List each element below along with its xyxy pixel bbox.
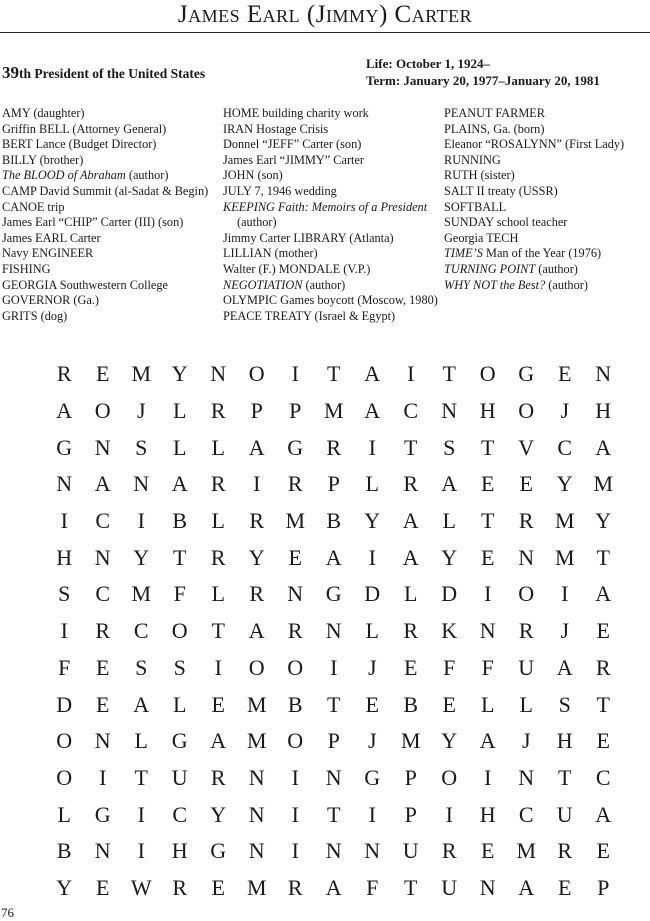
grid-letter[interactable]: O — [171, 618, 188, 644]
grid-letter[interactable]: A — [402, 544, 419, 570]
word-list-entry: OLYMPIC Games boycott (Moscow, 1980) — [223, 293, 438, 308]
grid-letter[interactable]: R — [287, 471, 303, 497]
grid-letter[interactable]: O — [56, 764, 73, 790]
grid-letter[interactable]: C — [595, 764, 611, 790]
grid-letter[interactable]: R — [210, 544, 226, 570]
grid-letter[interactable]: R — [210, 398, 226, 424]
page-title: James Earl (Jimmy) Carter — [177, 1, 473, 28]
grid-letter[interactable]: R — [249, 581, 265, 607]
grid-letter[interactable]: F — [481, 654, 494, 680]
grid-letter[interactable]: E — [519, 471, 533, 497]
grid-letter[interactable]: M — [400, 728, 421, 754]
grid-letter[interactable]: Y — [133, 544, 150, 570]
grid-letter[interactable]: L — [211, 508, 225, 534]
word-list-column-3 — [444, 106, 650, 293]
word-list-entry: RUNNING — [444, 152, 501, 167]
word-list-entry: GRITS (dog) — [2, 308, 68, 323]
grid-letter[interactable]: D — [441, 581, 458, 607]
grid-letter[interactable]: N — [518, 544, 535, 570]
grid-letter[interactable]: R — [403, 618, 419, 644]
grid-letter[interactable]: E — [481, 471, 495, 497]
grid-letter[interactable]: N — [364, 838, 381, 864]
grid-letter[interactable]: I — [291, 838, 299, 864]
grid-letter[interactable]: B — [326, 508, 342, 534]
grid-letter[interactable]: I — [137, 508, 145, 534]
grid-letter[interactable]: A — [402, 508, 419, 534]
grid-letter[interactable]: Y — [210, 801, 227, 827]
grid-letter[interactable]: R — [518, 618, 534, 644]
grid-letter[interactable]: A — [595, 801, 612, 827]
grid-letter[interactable]: B — [56, 838, 72, 864]
grid-letter[interactable]: N — [133, 471, 150, 497]
grid-letter[interactable]: M — [593, 471, 614, 497]
word-list-entry: The BLOOD of Abraham (author) — [2, 168, 169, 183]
grid-letter[interactable]: Y — [248, 544, 265, 570]
grid-letter[interactable]: T — [442, 361, 456, 387]
grid-letter[interactable]: L — [442, 508, 456, 534]
grid-letter[interactable]: T — [327, 361, 341, 387]
word-list-entry: James Earl “CHIP” Carter (III) (son) — [2, 215, 184, 230]
grid-letter[interactable]: P — [327, 471, 340, 497]
grid-letter[interactable]: I — [99, 764, 107, 790]
word-search-grid — [45, 356, 623, 906]
grid-letter[interactable]: T — [211, 618, 225, 644]
grid-letter[interactable]: E — [96, 691, 110, 717]
grid-letter[interactable]: S — [558, 691, 571, 717]
grid-letter[interactable]: M — [516, 838, 537, 864]
grid-letter[interactable]: J — [136, 398, 146, 424]
grid-letter[interactable]: I — [368, 801, 376, 827]
grid-letter[interactable]: F — [443, 654, 456, 680]
grid-letter[interactable]: G — [325, 581, 342, 607]
grid-letter[interactable]: T — [404, 434, 418, 460]
grid-letter[interactable]: W — [130, 874, 152, 900]
grid-letter[interactable]: L — [404, 581, 418, 607]
grid-letter[interactable]: E — [558, 874, 572, 900]
grid-letter[interactable]: O — [56, 728, 73, 754]
grid-letter[interactable]: A — [518, 874, 535, 900]
grid-letter[interactable]: O — [248, 654, 265, 680]
grid-letter[interactable]: J — [560, 618, 570, 644]
word-list-entry: GOVERNOR (Ga.) — [2, 293, 99, 308]
grid-letter[interactable]: M — [323, 398, 344, 424]
grid-letter[interactable]: P — [597, 874, 610, 900]
grid-letter[interactable]: I — [214, 654, 222, 680]
grid-letter[interactable]: Y — [56, 874, 73, 900]
grid-letter[interactable]: A — [364, 361, 381, 387]
grid-letter[interactable]: P — [404, 801, 417, 827]
grid-letter[interactable]: E — [558, 361, 572, 387]
grid-letter[interactable]: N — [210, 361, 227, 387]
grid-letter[interactable]: A — [595, 434, 612, 460]
grid-letter[interactable]: N — [248, 764, 265, 790]
word-list-entry: BILLY (brother) — [2, 152, 84, 167]
word-list-entry: FISHING — [2, 261, 51, 276]
grid-letter[interactable]: U — [556, 801, 573, 827]
word-list-entry: Navy ENGINEER — [2, 246, 94, 261]
word-list-entry: CAMP David Summit (al-Sadat & Begin) — [2, 183, 209, 198]
grid-letter[interactable]: C — [557, 434, 573, 460]
word-list-column-1 — [2, 106, 217, 324]
word-list-entry: Walter (F.) MONDALE (V.P.) — [223, 261, 371, 276]
grid-letter[interactable]: R — [403, 471, 419, 497]
grid-letter[interactable]: L — [173, 691, 187, 717]
grid-letter[interactable]: P — [404, 764, 417, 790]
word-list-entry: IRAN Hostage Crisis — [223, 121, 329, 136]
grid-letter[interactable]: T — [327, 801, 341, 827]
grid-letter[interactable]: A — [248, 618, 265, 644]
grid-letter[interactable]: T — [558, 764, 572, 790]
grid-letter[interactable]: I — [137, 801, 145, 827]
grid-letter[interactable]: I — [291, 361, 299, 387]
grid-letter[interactable]: G — [518, 361, 535, 387]
word-list-entry: Jimmy Carter LIBRARY (Atlanta) — [223, 230, 394, 245]
grid-letter[interactable]: P — [250, 398, 263, 424]
grid-letter[interactable]: M — [246, 691, 267, 717]
grid-letter[interactable]: T — [327, 691, 341, 717]
grid-letter[interactable]: Y — [595, 508, 612, 534]
grid-letter[interactable]: U — [518, 654, 535, 680]
grid-letter[interactable]: G — [171, 728, 188, 754]
grid-letter[interactable]: H — [56, 544, 73, 570]
grid-letter[interactable]: R — [287, 618, 303, 644]
grid-letter[interactable]: M — [246, 728, 267, 754]
word-list-entry: TIME’S Man of the Year (1976) — [444, 246, 602, 261]
grid-letter[interactable]: F — [366, 874, 379, 900]
grid-letter[interactable]: E — [481, 544, 495, 570]
grid-letter[interactable]: N — [518, 764, 535, 790]
grid-letter[interactable]: L — [211, 581, 225, 607]
grid-letter[interactable]: G — [56, 434, 73, 460]
grid-letter[interactable]: N — [441, 398, 458, 424]
grid-letter[interactable]: N — [479, 874, 496, 900]
word-list-column-2 — [223, 106, 443, 324]
grid-letter[interactable]: H — [171, 838, 188, 864]
grid-letter[interactable]: I — [368, 434, 376, 460]
grid-letter[interactable]: N — [325, 838, 342, 864]
grid-letter[interactable]: R — [441, 838, 457, 864]
grid-letter[interactable]: O — [248, 361, 265, 387]
grid-letter[interactable]: J — [367, 728, 377, 754]
grid-letter[interactable]: M — [131, 581, 152, 607]
grid-letter[interactable]: P — [327, 728, 340, 754]
grid-letter[interactable]: I — [368, 544, 376, 570]
grid-letter[interactable]: L — [211, 434, 225, 460]
word-list-entry: NEGOTIATION (author) — [223, 277, 346, 292]
grid-letter[interactable]: E — [96, 654, 110, 680]
grid-letter[interactable]: Y — [171, 361, 188, 387]
grid-letter[interactable]: R — [595, 654, 611, 680]
grid-letter[interactable]: I — [445, 801, 453, 827]
grid-letter[interactable]: N — [595, 361, 612, 387]
grid-letter[interactable]: A — [248, 434, 265, 460]
word-list-entry: SOFTBALL — [444, 199, 507, 214]
grid-letter[interactable]: T — [481, 434, 495, 460]
grid-letter[interactable]: R — [172, 874, 188, 900]
grid-letter[interactable]: N — [94, 838, 111, 864]
grid-letter[interactable]: O — [518, 398, 535, 424]
grid-letter[interactable]: I — [60, 508, 68, 534]
grid-letter[interactable]: L — [173, 398, 187, 424]
grid-letter[interactable]: T — [404, 874, 418, 900]
grid-letter[interactable]: G — [364, 764, 381, 790]
grid-letter[interactable]: E — [404, 654, 418, 680]
grid-letter[interactable]: Y — [441, 544, 458, 570]
page-number: 76 — [1, 905, 14, 920]
grid-letter[interactable]: E — [481, 838, 495, 864]
grid-letter[interactable]: I — [291, 764, 299, 790]
grid-letter[interactable]: R — [557, 838, 573, 864]
word-list-entry: AMY (daughter) — [2, 106, 85, 120]
grid-letter[interactable]: R — [326, 434, 342, 460]
grid-letter[interactable]: C — [95, 508, 111, 534]
grid-letter[interactable]: N — [94, 434, 111, 460]
grid-letter[interactable]: E — [442, 691, 456, 717]
term-dates: Term: January 20, 1977–January 20, 1981 — [366, 73, 600, 88]
grid-letter[interactable]: C — [518, 801, 534, 827]
grid-letter[interactable]: Y — [364, 508, 381, 534]
word-list-entry: TURNING POINT (author) — [444, 261, 578, 276]
ordinal-text: President of the United States — [34, 66, 206, 81]
grid-letter[interactable]: I — [137, 838, 145, 864]
title-divider — [0, 32, 650, 33]
word-list-entry: HOME building charity work — [223, 106, 369, 120]
grid-letter[interactable]: O — [441, 764, 458, 790]
grid-letter[interactable]: M — [554, 508, 575, 534]
grid-letter[interactable]: H — [479, 801, 496, 827]
grid-letter[interactable]: A — [210, 728, 227, 754]
grid-letter[interactable]: A — [595, 581, 612, 607]
word-list-entry: Eleanor “ROSALYNN” (First Lady) — [444, 137, 625, 152]
word-list-entry: RUTH (sister) — [444, 168, 515, 183]
word-list-entry: CANOE trip — [2, 199, 65, 214]
grid-letter[interactable]: E — [596, 838, 610, 864]
grid-letter[interactable]: J — [367, 654, 377, 680]
grid-letter[interactable]: B — [403, 691, 419, 717]
grid-letter[interactable]: I — [484, 764, 492, 790]
grid-letter[interactable]: C — [172, 801, 188, 827]
grid-letter[interactable]: I — [253, 471, 261, 497]
grid-letter[interactable]: Y — [556, 471, 573, 497]
grid-letter[interactable]: G — [94, 801, 111, 827]
grid-letter[interactable]: I — [561, 581, 569, 607]
word-list-entry: SUNDAY school teacher — [444, 215, 568, 230]
grid-letter[interactable]: L — [365, 471, 379, 497]
grid-letter[interactable]: G — [210, 838, 227, 864]
word-list-entry: PEACE TREATY (Israel & Egypt) — [223, 308, 396, 323]
grid-letter[interactable]: O — [287, 728, 304, 754]
grid-letter[interactable]: E — [96, 874, 110, 900]
grid-letter[interactable]: N — [56, 471, 73, 497]
grid-letter[interactable]: R — [95, 618, 111, 644]
grid-letter[interactable]: K — [441, 618, 458, 644]
life-term-block — [366, 55, 600, 89]
grid-letter[interactable]: F — [58, 654, 71, 680]
grid-letter[interactable]: L — [173, 434, 187, 460]
grid-letter[interactable]: I — [407, 361, 415, 387]
grid-letter[interactable]: R — [518, 508, 534, 534]
grid-letter[interactable]: C — [133, 618, 149, 644]
word-list-entry: Georgia TECH — [444, 230, 519, 245]
grid-letter[interactable]: A — [56, 398, 73, 424]
grid-letter[interactable]: N — [479, 618, 496, 644]
grid-letter[interactable]: R — [249, 508, 265, 534]
grid-letter[interactable]: N — [325, 618, 342, 644]
grid-letter[interactable]: R — [56, 361, 72, 387]
word-list-entry: LILLIAN (mother) — [223, 246, 318, 261]
grid-letter[interactable]: J — [560, 398, 570, 424]
grid-letter[interactable]: A — [325, 874, 342, 900]
grid-letter[interactable]: C — [403, 398, 419, 424]
grid-letter[interactable]: L — [134, 728, 148, 754]
grid-letter[interactable]: G — [287, 434, 304, 460]
grid-letter[interactable]: E — [365, 691, 379, 717]
grid-letter[interactable]: U — [171, 764, 188, 790]
grid-letter[interactable]: M — [285, 508, 306, 534]
word-list-entry: PEANUT FARMER — [444, 106, 546, 120]
grid-letter[interactable]: A — [364, 398, 381, 424]
grid-letter[interactable]: H — [556, 728, 573, 754]
grid-letter[interactable]: E — [596, 618, 610, 644]
grid-letter[interactable]: P — [289, 398, 302, 424]
grid-letter[interactable]: N — [94, 544, 111, 570]
grid-letter[interactable]: R — [287, 874, 303, 900]
grid-letter[interactable]: I — [291, 801, 299, 827]
word-list-entry: GEORGIA Southwestern College — [2, 277, 168, 292]
grid-letter[interactable]: F — [173, 581, 186, 607]
president-ordinal — [2, 63, 205, 83]
grid-letter[interactable]: B — [287, 691, 303, 717]
word-list-entry: James EARL Carter — [2, 230, 101, 245]
grid-letter[interactable]: A — [94, 471, 111, 497]
grid-letter[interactable]: N — [94, 728, 111, 754]
word-list-entry: JULY 7, 1946 wedding — [223, 183, 337, 198]
grid-letter[interactable]: A — [479, 728, 496, 754]
grid-letter[interactable]: O — [287, 654, 304, 680]
grid-letter[interactable]: L — [481, 691, 495, 717]
word-list-entry: WHY NOT the Best? (author) — [444, 277, 588, 292]
word-list-entry: Donnel “JEFF” Carter (son) — [223, 137, 362, 152]
grid-letter[interactable]: M — [554, 544, 575, 570]
grid-letter[interactable]: I — [484, 581, 492, 607]
grid-letter[interactable]: N — [248, 838, 265, 864]
grid-letter[interactable]: N — [287, 581, 304, 607]
ordinal-number: 39 — [2, 63, 19, 82]
word-list-entry: JOHN (son) — [223, 168, 283, 183]
grid-letter[interactable]: U — [441, 874, 458, 900]
grid-letter[interactable]: R — [210, 471, 226, 497]
grid-letter[interactable]: L — [519, 691, 533, 717]
grid-letter[interactable]: E — [211, 691, 225, 717]
grid-letter[interactable]: E — [288, 544, 302, 570]
grid-letter[interactable]: O — [479, 361, 496, 387]
grid-letter[interactable]: N — [325, 764, 342, 790]
word-list-entry: KEEPING Faith: Memoirs of a President (author) — [223, 199, 428, 230]
word-list-entry: BERT Lance (Budget Director) — [2, 137, 157, 152]
ordinal-suffix: th — [19, 66, 32, 81]
grid-letter[interactable]: T — [173, 544, 187, 570]
grid-letter[interactable]: N — [248, 801, 265, 827]
grid-letter[interactable]: D — [364, 581, 381, 607]
grid-letter[interactable]: L — [57, 801, 71, 827]
grid-letter[interactable]: I — [60, 618, 68, 644]
word-list-entry: Griffin BELL (Attorney General) — [2, 121, 167, 136]
grid-letter[interactable]: E — [211, 874, 225, 900]
grid-letter[interactable]: S — [443, 434, 456, 460]
grid-letter[interactable]: S — [173, 654, 186, 680]
grid-letter[interactable]: H — [595, 398, 612, 424]
grid-letter[interactable]: J — [521, 728, 531, 754]
grid-letter[interactable]: B — [172, 508, 188, 534]
word-list-entry: James Earl “JIMMY” Carter — [223, 152, 365, 167]
grid-letter[interactable]: T — [134, 764, 148, 790]
grid-letter[interactable]: R — [210, 764, 226, 790]
grid-letter[interactable]: U — [402, 838, 419, 864]
grid-letter[interactable]: Y — [441, 728, 458, 754]
grid-letter[interactable]: A — [441, 471, 458, 497]
grid-letter[interactable]: D — [56, 691, 73, 717]
grid-letter[interactable]: V — [518, 434, 535, 460]
grid-letter[interactable]: T — [596, 691, 610, 717]
grid-letter[interactable]: M — [246, 874, 267, 900]
grid-letter[interactable]: S — [58, 581, 71, 607]
grid-letter[interactable]: O — [518, 581, 535, 607]
word-list-entry: PLAINS, Ga. (born) — [444, 121, 545, 136]
grid-letter[interactable]: C — [95, 581, 111, 607]
grid-letter[interactable]: T — [481, 508, 495, 534]
grid-letter[interactable]: M — [131, 361, 152, 387]
word-list-entry: SALT II treaty (USSR) — [444, 183, 558, 198]
life-dates: Life: October 1, 1924– — [366, 56, 490, 71]
grid-letter[interactable]: L — [365, 618, 379, 644]
grid-letter[interactable]: A — [133, 691, 150, 717]
grid-letter[interactable]: A — [325, 544, 342, 570]
grid-letter[interactable]: I — [330, 654, 338, 680]
grid-letter[interactable]: A — [171, 471, 188, 497]
grid-letter[interactable]: A — [556, 654, 573, 680]
grid-letter[interactable]: E — [96, 361, 110, 387]
grid-letter[interactable]: O — [94, 398, 111, 424]
grid-letter[interactable]: S — [135, 434, 148, 460]
grid-letter[interactable]: E — [596, 728, 610, 754]
grid-letter[interactable]: T — [596, 544, 610, 570]
grid-letter[interactable]: H — [479, 398, 496, 424]
grid-letter[interactable]: S — [135, 654, 148, 680]
